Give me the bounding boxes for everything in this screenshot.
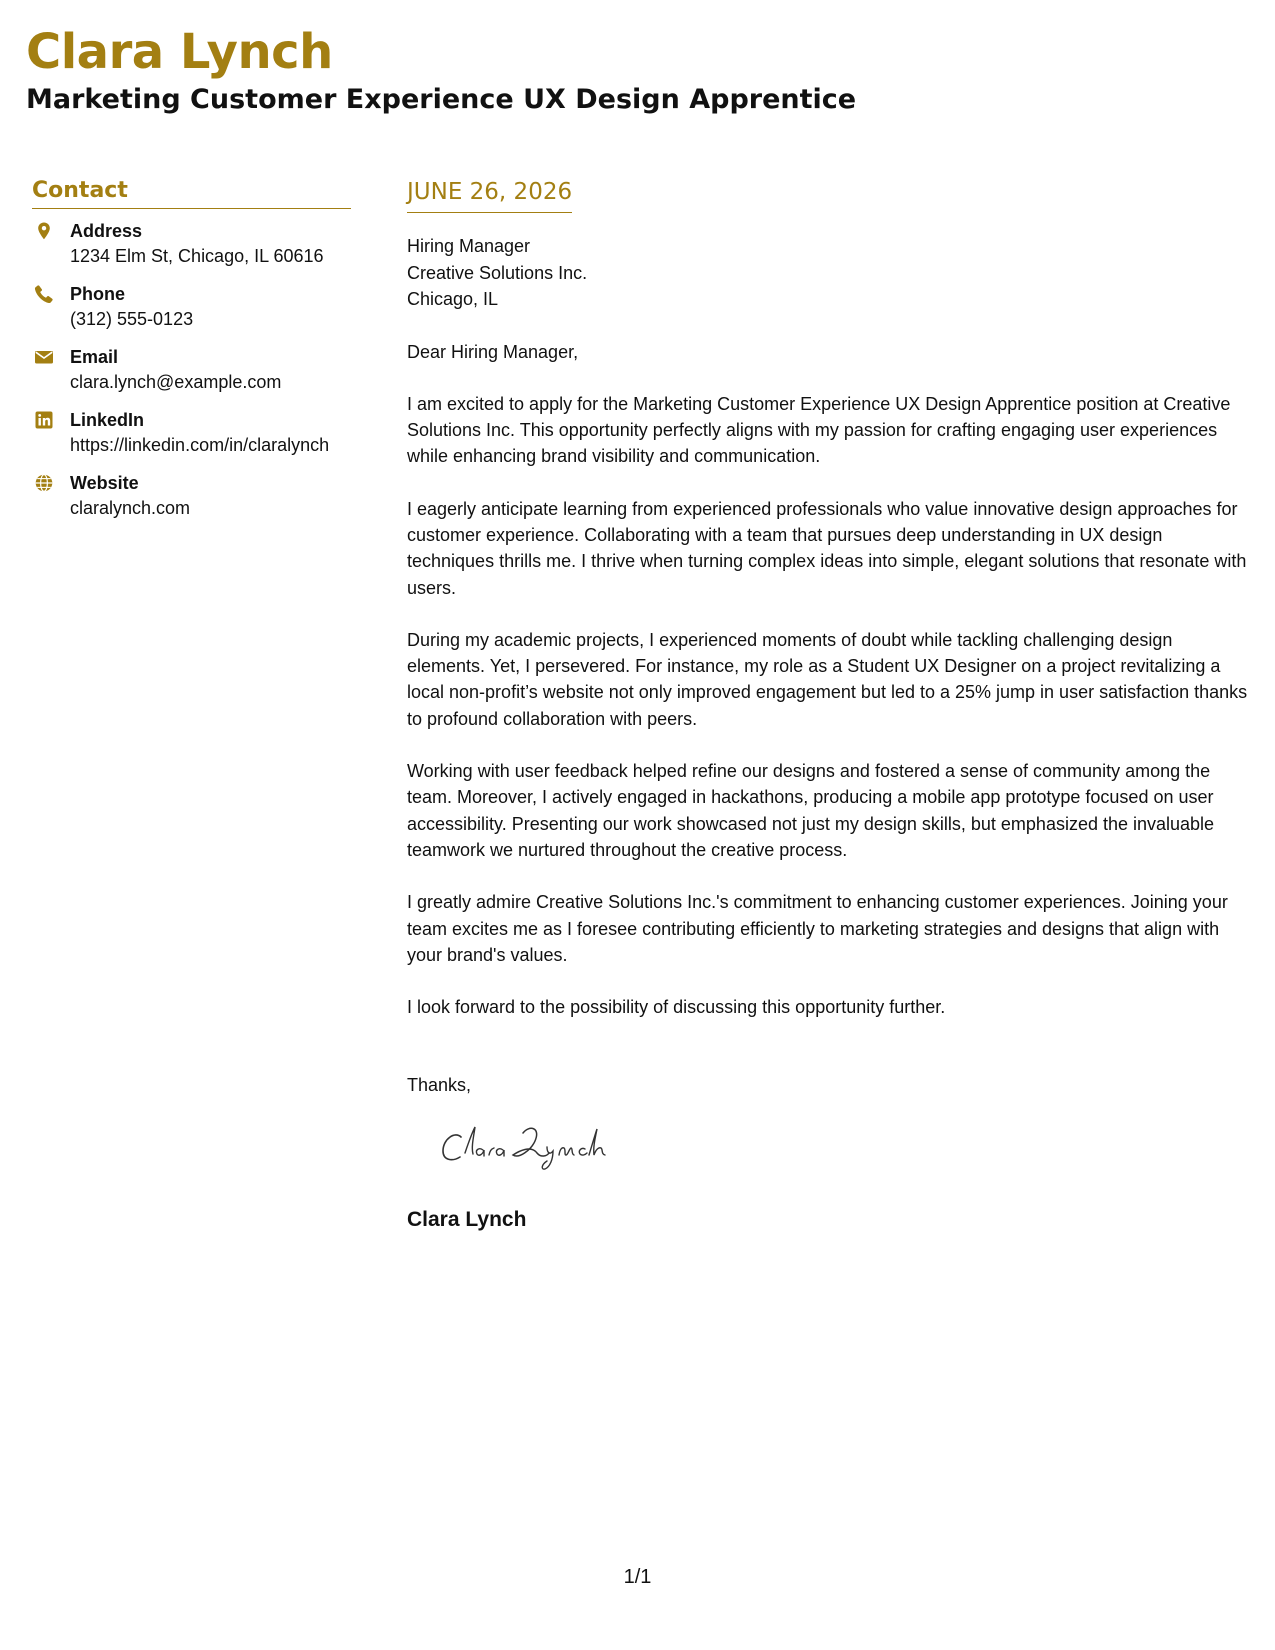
website-link[interactable]: claralynch.com <box>70 498 191 518</box>
phone-value: (312) 555-0123 <box>70 309 194 329</box>
letter-body <box>407 176 1252 1234</box>
contact-label: Address <box>70 221 143 241</box>
linkedin-icon <box>34 410 54 430</box>
recipient-title: Hiring Manager <box>407 236 531 256</box>
contact-heading: Contact <box>32 176 351 209</box>
letter-paragraph: I am excited to apply for the Marketing Customer Experience UX Design Apprentice position at Creative Solutions Inc. This opportunity perfectly aligns with my passion for crafting engaging user experiences while enhancing brand visibility and communication. <box>407 393 1231 467</box>
recipient-block <box>407 233 1252 313</box>
contact-label: Website <box>70 473 139 493</box>
contact-email <box>32 345 351 395</box>
globe-icon <box>34 473 54 493</box>
letter-paragraph: I greatly admire Creative Solutions Inc.'s commitment to enhancing customer experiences. Joining your team excites me as I foresee contributing efficiently to marketing strategies and designs that align with your brand's values. <box>407 892 1228 965</box>
signer-name: Clara Lynch <box>407 1208 527 1232</box>
letter-paragraph: During my academic projects, I experienced moments of doubt while tackling challenging design elements. Yet, I persevered. For instance, my role as a Student UX Designer on a project revitalizing a local non-profit’s website not only improved engagement but led to a 25% jump in user satisfaction thanks to profound collaboration with peers. <box>407 629 1248 729</box>
contact-label: LinkedIn <box>70 410 145 430</box>
linkedin-link[interactable]: https://linkedin.com/in/claralynch <box>70 435 330 455</box>
address-value: 1234 Elm St, Chicago, IL 60616 <box>70 246 324 266</box>
contact-phone <box>32 282 351 332</box>
candidate-name: Clara Lynch <box>26 24 333 80</box>
closing: Thanks, <box>407 1075 472 1096</box>
handwritten-signature <box>439 1117 639 1177</box>
map-pin-icon <box>34 221 54 241</box>
letter-paragraph: Working with user feedback helped refine our designs and fostered a sense of community among the team. Moreover, I actively engaged in hackathons, producing a mobile app prototype focused on user accessibility. Presenting our work showcased not just my design skills, but emphasized the invaluable teamwork we nurtured throughout the creative process. <box>407 761 1215 860</box>
contact-linkedin <box>32 408 351 458</box>
page-number: 1/1 <box>623 1566 652 1588</box>
letter-paragraph: I eagerly anticipate learning from experienced professionals who value innovative design approaches for customer experience. Collaborating with a team that pursues deep understanding in UX design techniques thrills me. I thrive when turning complex ideas into simple, elegant solutions that resonate with users. <box>407 498 1247 598</box>
contact-address <box>32 219 351 269</box>
recipient-company: Creative Solutions Inc. <box>407 262 588 283</box>
phone-icon <box>34 284 54 304</box>
contact-label: Email <box>70 347 119 367</box>
letter-paragraph: I look forward to the possibility of discussing this opportunity further. <box>407 997 946 1018</box>
contact-website <box>32 471 351 521</box>
envelope-icon <box>34 347 54 367</box>
contact-label: Phone <box>70 284 126 304</box>
job-title: Marketing Customer Experience UX Design Apprentice <box>26 84 857 115</box>
contact-sidebar <box>32 176 351 534</box>
letter-date: JUNE 26, 2026 <box>407 176 572 213</box>
recipient-location: Chicago, IL <box>407 289 499 309</box>
salutation: Dear Hiring Manager, <box>407 341 579 362</box>
email-link[interactable]: clara.lynch@example.com <box>70 372 282 392</box>
